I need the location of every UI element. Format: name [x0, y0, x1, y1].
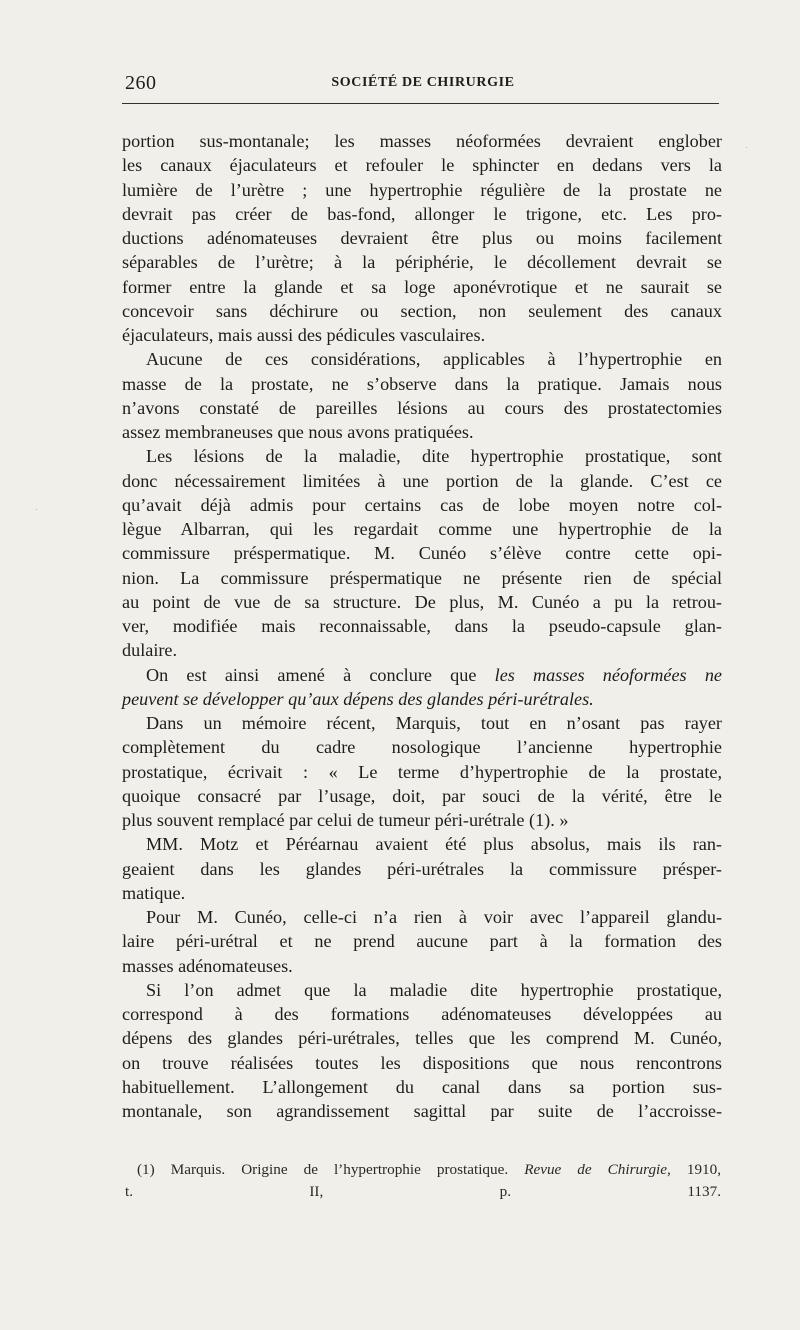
running-head: SOCIÉTÉ DE CHIRURGIE	[331, 75, 515, 90]
main-text	[122, 129, 722, 1123]
text-line: complètement du cadre nosologique l’ancienne hypertrophie	[122, 737, 722, 758]
text-line: ver, modifiée mais reconnaissable, dans la pseudo-capsule glan-	[122, 616, 722, 636]
text-line: donc nécessairement limitées à une portion de la glande. C’est ce	[122, 470, 722, 491]
text-line: qu’avait déjà admis pour certains cas de lobe moyen notre col-	[122, 494, 722, 515]
header-rule	[122, 103, 719, 104]
footnote-journal-title: Revue de Chirurgie,	[524, 1161, 671, 1178]
text-line: ductions adénomateuses devraient être plus ou moins facilement	[122, 228, 722, 248]
text-line: les canaux éjaculateurs et refouler le sphincter en dedans vers la	[122, 155, 722, 176]
text-line: geaient dans les glandes péri-urétrales la commissure présper-	[122, 858, 722, 879]
text-line: Si l’on admet que la maladie dite hypertrophie prostatique,	[146, 979, 722, 1000]
page-header	[125, 70, 721, 100]
italic-text-line: peuvent se développer qu’aux dépens des glandes péri-urétrales.	[122, 688, 594, 709]
print-speck	[36, 509, 37, 510]
text-line: prostatique, écrivait : « Le terme d’hypertrophie de la prostate,	[122, 761, 722, 782]
text-line: commissure préspermatique. M. Cunéo s’élève contre cette opi-	[122, 543, 722, 564]
italic-text-segment: les masses néoformées ne	[494, 664, 723, 685]
text-line: lumière de l’urètre ; une hypertrophie régulière de la prostate ne	[122, 179, 722, 200]
text-line: plus souvent remplacé par celui de tumeur péri-urétrale (1). »	[122, 810, 569, 830]
print-speck	[228, 103, 229, 104]
text-line: éjaculateurs, mais aussi des pédicules vasculaires.	[122, 325, 486, 345]
text-line: au point de vue de sa structure. De plus, M. Cunéo a pu la retrou-	[122, 591, 722, 612]
text-line: montanale, son agrandissement sagittal par suite de l’accroisse-	[122, 1101, 722, 1121]
text-line: matique.	[122, 882, 186, 903]
text-line: masses adénomateuses.	[122, 955, 293, 976]
footnote-line	[137, 1159, 721, 1181]
footnote	[125, 1159, 722, 1203]
text-line: Les lésions de la maladie, dite hypertrophie prostatique, sont	[146, 446, 722, 467]
text-line-with-italic	[122, 663, 722, 687]
text-line: concevoir sans déchirure ou section, non seulement des canaux	[122, 300, 722, 321]
text-line: Dans un mémoire récent, Marquis, tout en n’osant pas rayer	[146, 713, 722, 733]
text-line: quoique consacré par l’usage, doit, par souci de la vérité, être le	[122, 785, 722, 806]
page-number: 260	[125, 72, 157, 94]
text-line: former entre la glande et sa loge aponévrotique et ne saurait se	[122, 276, 722, 297]
print-speck	[746, 147, 747, 148]
text-line: dépens des glandes péri-urétrales, telles que les comprend M. Cunéo,	[122, 1028, 722, 1049]
text-line: Aucune de ces considérations, applicables à l’hypertrophie en	[146, 349, 722, 370]
text-line: portion sus-montanale; les masses néoformées devraient englober	[122, 131, 722, 151]
text-line: n’avons constaté de pareilles lésions au cours des prostatectomies	[122, 397, 722, 418]
text-line: correspond à des formations adénomateuses développées au	[122, 1004, 722, 1024]
text-line: nion. La commissure préspermatique ne présente rien de spécial	[122, 567, 722, 588]
text-line: habituellement. L’allongement du canal dans sa portion sus-	[122, 1076, 722, 1097]
footnote-text: Marquis. Origine de l’hypertrophie prostatique.	[170, 1161, 509, 1178]
footnote-marker: (1)	[137, 1161, 155, 1178]
text-segment: On est ainsi amené à conclure que	[146, 664, 477, 685]
text-line: devrait pas créer de bas-fond, allonger le trigone, etc. Les pro-	[122, 203, 722, 224]
text-line: lègue Albarran, qui les regardait comme une hypertrophie de la	[122, 519, 722, 539]
text-line: Pour M. Cunéo, celle-ci n’a rien à voir avec l’appareil glandu-	[146, 907, 722, 927]
text-line: masse de la prostate, ne s’observe dans la pratique. Jamais nous	[122, 373, 722, 394]
text-line: laire péri-urétral et ne prend aucune part à la formation des	[122, 931, 722, 952]
footnote-continuation: t. II, p. 1137.	[125, 1183, 721, 1200]
text-line: séparables de l’urètre; à la périphérie, le décollement devrait se	[122, 252, 722, 273]
text-line: assez membraneuses que nous avons pratiquées.	[122, 422, 474, 442]
footnote-year: 1910,	[686, 1161, 722, 1178]
text-line: dulaire.	[122, 640, 178, 661]
text-line: on trouve réalisées toutes les dispositions que nous rencontrons	[122, 1052, 722, 1073]
text-line: MM. Motz et Péréarnau avaient été plus absolus, mais ils ran-	[146, 834, 722, 855]
